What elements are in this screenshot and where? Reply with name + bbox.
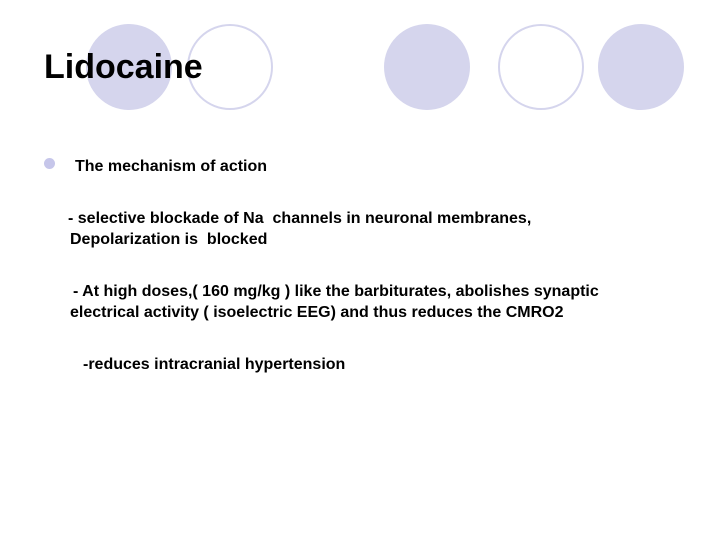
slide-title: Lidocaine [44, 48, 203, 86]
bullet-icon [44, 158, 55, 169]
bullet-heading: The mechanism of action [75, 158, 268, 175]
point1-line2: Depolarization is blocked [70, 231, 268, 248]
point3-line: -reduces intracranial hypertension [83, 356, 346, 373]
point1-line1: - selective blockade of Na channels in neuronal membranes, [68, 210, 532, 227]
point2-line2: electrical activity ( isoelectric EEG) and thus reduces the CMRO2 [70, 304, 564, 321]
point2-line1: - At high doses,( 160 mg/kg ) like the barbiturates, abolishes synaptic [73, 283, 599, 300]
decor-circle-3 [384, 24, 470, 110]
decor-circle-5 [598, 24, 684, 110]
decor-circle-4 [498, 24, 584, 110]
